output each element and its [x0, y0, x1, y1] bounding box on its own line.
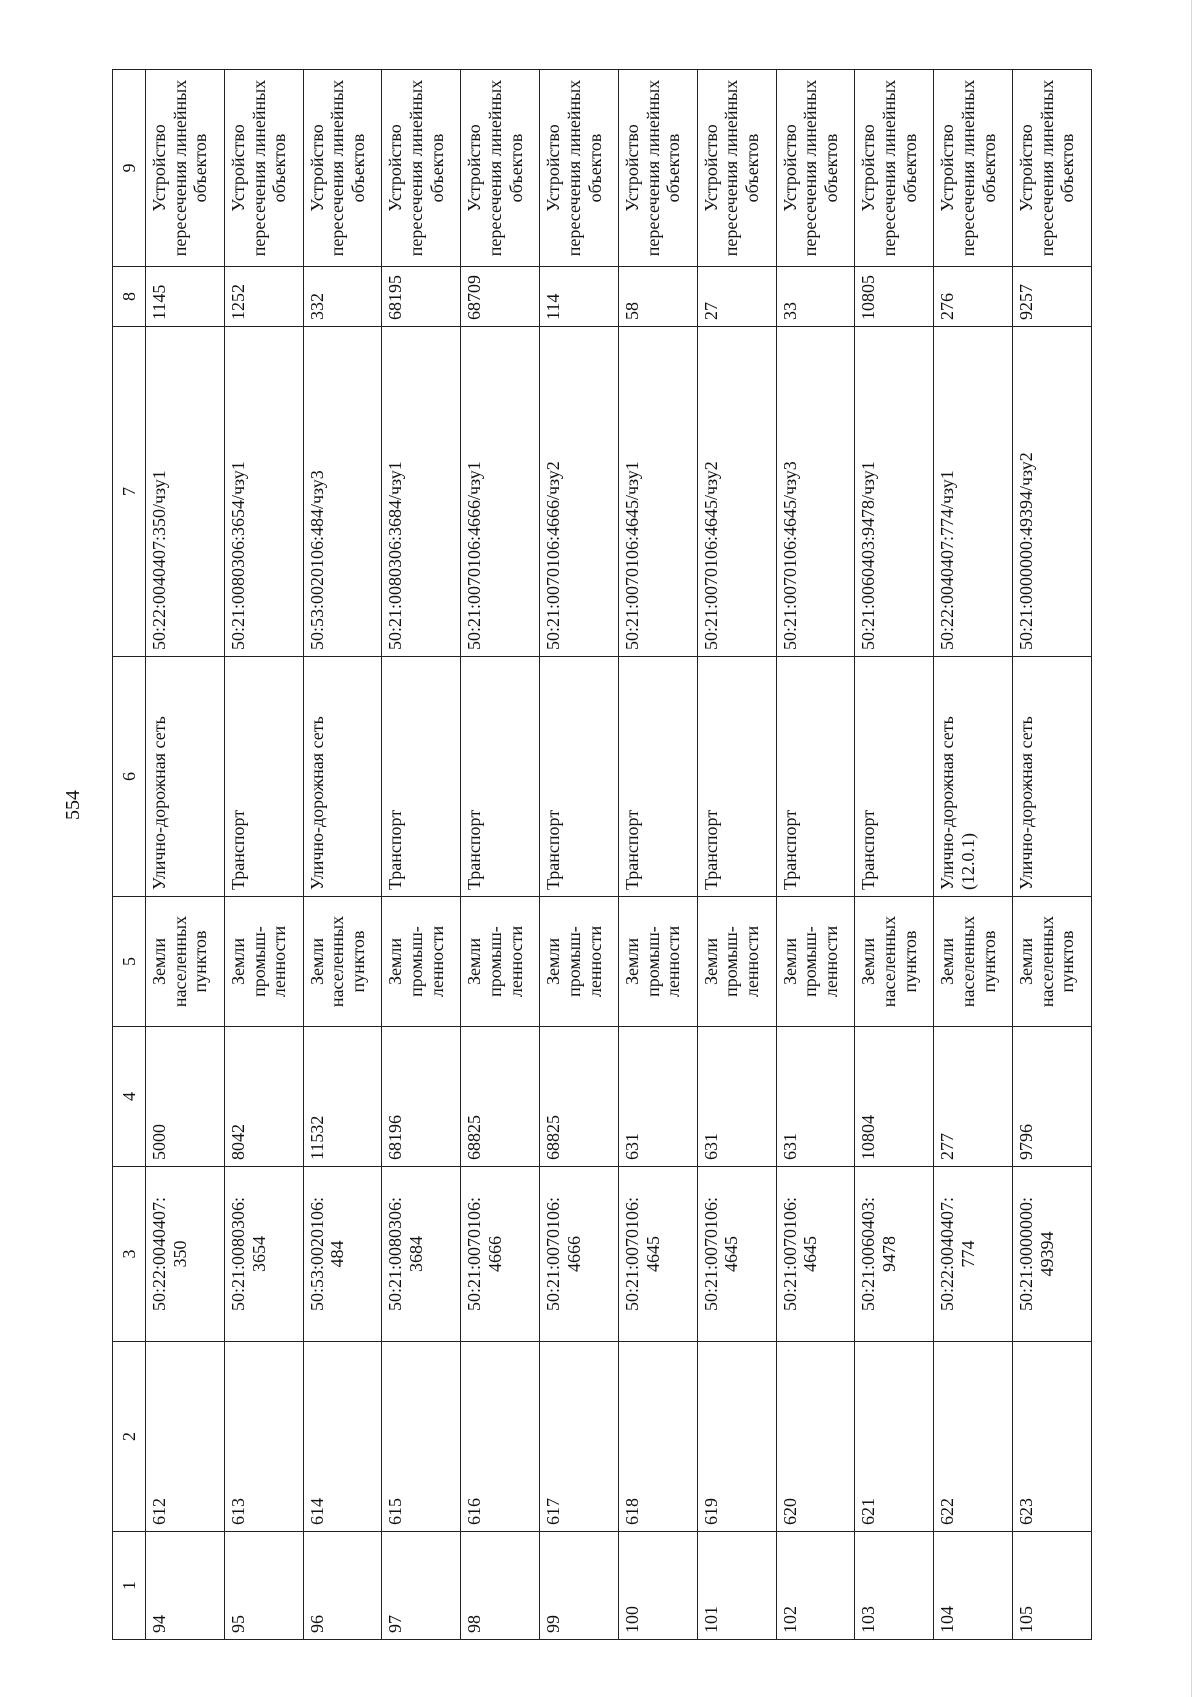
part-area-cell: 27	[697, 267, 776, 327]
part-area-cell: 114	[540, 267, 619, 327]
part-cadastral-number-cell: 50:21:0070106:4666/чзу2	[540, 327, 619, 657]
part-cadastral-number-cell: 50:21:0070106:4645/чзу2	[697, 327, 776, 657]
column-header-6: 6	[113, 657, 146, 897]
purpose-cell: Устройство пересечения линейных объектов	[146, 70, 225, 267]
plot-number-cell: 620	[776, 1342, 855, 1532]
row-number-cell: 101	[697, 1532, 776, 1640]
land-category-cell: Земли промыш-ленности	[618, 897, 697, 1027]
column-header-3: 3	[113, 1167, 146, 1342]
land-category-cell: Земли населенных пунктов	[146, 897, 225, 1027]
table-row	[776, 70, 855, 1640]
land-category-cell: Земли промыш-ленности	[776, 897, 855, 1027]
area-cell: 10804	[855, 1027, 934, 1167]
row-number-cell: 100	[618, 1532, 697, 1640]
cadastral-number-cell: 50:22:0040407: 774	[934, 1167, 1013, 1342]
land-category-cell: Земли населенных пунктов	[934, 897, 1013, 1027]
permitted-use-cell: Транспорт	[461, 657, 540, 897]
area-cell: 631	[776, 1027, 855, 1167]
purpose-cell: Устройство пересечения линейных объектов	[934, 70, 1013, 267]
land-category-cell: Земли населенных пунктов	[303, 897, 382, 1027]
land-category-cell: Земли промыш-ленности	[697, 897, 776, 1027]
plot-number-cell: 621	[855, 1342, 934, 1532]
land-category-cell: Земли промыш-ленности	[461, 897, 540, 1027]
plot-number-cell: 619	[697, 1342, 776, 1532]
part-cadastral-number-cell: 50:21:0080306:3654/чзу1	[224, 327, 303, 657]
purpose-cell: Устройство пересечения линейных объектов	[461, 70, 540, 267]
part-area-cell: 9257	[1013, 267, 1092, 327]
table-row	[303, 70, 382, 1640]
plot-number-cell: 615	[382, 1342, 461, 1532]
cadastral-number-cell: 50:21:0070106: 4645	[618, 1167, 697, 1342]
plot-number-cell: 613	[224, 1342, 303, 1532]
cadastral-number-cell: 50:22:0040407: 350	[146, 1167, 225, 1342]
scan-edge-line	[1191, 0, 1192, 1697]
purpose-cell: Устройство пересечения линейных объектов	[855, 70, 934, 267]
plot-number-cell: 616	[461, 1342, 540, 1532]
row-number-cell: 98	[461, 1532, 540, 1640]
cadastral-number-cell: 50:21:0070106: 4645	[697, 1167, 776, 1342]
purpose-cell: Устройство пересечения линейных объектов	[224, 70, 303, 267]
part-cadastral-number-cell: 50:21:0080306:3684/чзу1	[382, 327, 461, 657]
plot-number-cell: 623	[1013, 1342, 1092, 1532]
row-number-cell: 104	[934, 1532, 1013, 1640]
part-area-cell: 68709	[461, 267, 540, 327]
permitted-use-cell: Улично-дорожная сеть	[1013, 657, 1092, 897]
table-header-row	[113, 70, 146, 1640]
permitted-use-cell: Транспорт	[382, 657, 461, 897]
table-body	[146, 70, 1092, 1640]
permitted-use-cell: Улично-дорожная сеть	[303, 657, 382, 897]
column-header-2: 2	[113, 1342, 146, 1532]
part-cadastral-number-cell: 50:21:0000000:49394/чзу2	[1013, 327, 1092, 657]
part-area-cell: 1252	[224, 267, 303, 327]
cadastral-number-cell: 50:21:0070106: 4645	[776, 1167, 855, 1342]
rotated-table-container	[112, 70, 1092, 1640]
cadastral-number-cell: 50:53:0020106: 484	[303, 1167, 382, 1342]
purpose-cell: Устройство пересечения линейных объектов	[382, 70, 461, 267]
purpose-cell: Устройство пересечения линейных объектов	[776, 70, 855, 267]
permitted-use-cell: Транспорт	[855, 657, 934, 897]
land-category-cell: Земли промыш-ленности	[224, 897, 303, 1027]
part-cadastral-number-cell: 50:21:0070106:4666/чзу1	[461, 327, 540, 657]
page-number: 554	[62, 790, 84, 820]
permitted-use-cell: Транспорт	[776, 657, 855, 897]
permitted-use-cell: Транспорт	[224, 657, 303, 897]
table-row	[382, 70, 461, 1640]
column-header-9: 9	[113, 70, 146, 267]
column-header-8: 8	[113, 267, 146, 327]
plot-number-cell: 618	[618, 1342, 697, 1532]
row-number-cell: 96	[303, 1532, 382, 1640]
part-cadastral-number-cell: 50:21:0070106:4645/чзу3	[776, 327, 855, 657]
column-header-4: 4	[113, 1027, 146, 1167]
table-row	[618, 70, 697, 1640]
row-number-cell: 97	[382, 1532, 461, 1640]
part-area-cell: 276	[934, 267, 1013, 327]
table-row	[697, 70, 776, 1640]
cadastral-number-cell: 50:21:0000000: 49394	[1013, 1167, 1092, 1342]
row-number-cell: 94	[146, 1532, 225, 1640]
row-number-cell: 99	[540, 1532, 619, 1640]
column-header-1: 1	[113, 1532, 146, 1640]
area-cell: 5000	[146, 1027, 225, 1167]
part-area-cell: 332	[303, 267, 382, 327]
purpose-cell: Устройство пересечения линейных объектов	[697, 70, 776, 267]
cadastral-number-cell: 50:21:0080306: 3654	[224, 1167, 303, 1342]
part-area-cell: 33	[776, 267, 855, 327]
plot-number-cell: 617	[540, 1342, 619, 1532]
purpose-cell: Устройство пересечения линейных объектов	[540, 70, 619, 267]
area-cell: 68196	[382, 1027, 461, 1167]
table-row	[146, 70, 225, 1640]
row-number-cell: 103	[855, 1532, 934, 1640]
part-cadastral-number-cell: 50:22:0040407:350/чзу1	[146, 327, 225, 657]
land-category-cell: Земли населенных пунктов	[855, 897, 934, 1027]
area-cell: 631	[697, 1027, 776, 1167]
column-header-5: 5	[113, 897, 146, 1027]
purpose-cell: Устройство пересечения линейных объектов	[303, 70, 382, 267]
row-number-cell: 105	[1013, 1532, 1092, 1640]
table-row	[934, 70, 1013, 1640]
table-row	[461, 70, 540, 1640]
land-category-cell: Земли промыш-ленности	[540, 897, 619, 1027]
permitted-use-cell: Транспорт	[540, 657, 619, 897]
part-area-cell: 1145	[146, 267, 225, 327]
purpose-cell: Устройство пересечения линейных объектов	[618, 70, 697, 267]
cadastral-number-cell: 50:21:0080306: 3684	[382, 1167, 461, 1342]
permitted-use-cell: Транспорт	[618, 657, 697, 897]
purpose-cell: Устройство пересечения линейных объектов	[1013, 70, 1092, 267]
row-number-cell: 102	[776, 1532, 855, 1640]
part-cadastral-number-cell: 50:21:0070106:4645/чзу1	[618, 327, 697, 657]
cadastral-number-cell: 50:21:0070106: 4666	[540, 1167, 619, 1342]
column-header-7: 7	[113, 327, 146, 657]
land-category-cell: Земли промыш-ленности	[382, 897, 461, 1027]
part-cadastral-number-cell: 50:22:0040407:774/чзу1	[934, 327, 1013, 657]
part-area-cell: 58	[618, 267, 697, 327]
plot-number-cell: 612	[146, 1342, 225, 1532]
area-cell: 9796	[1013, 1027, 1092, 1167]
table-row	[1013, 70, 1092, 1640]
area-cell: 277	[934, 1027, 1013, 1167]
area-cell: 11532	[303, 1027, 382, 1167]
part-cadastral-number-cell: 50:53:0020106:484/чзу3	[303, 327, 382, 657]
table-row	[855, 70, 934, 1640]
part-cadastral-number-cell: 50:21:0060403:9478/чзу1	[855, 327, 934, 657]
plot-number-cell: 614	[303, 1342, 382, 1532]
land-plots-table	[112, 69, 1092, 1640]
row-number-cell: 95	[224, 1532, 303, 1640]
area-cell: 631	[618, 1027, 697, 1167]
table-row	[540, 70, 619, 1640]
part-area-cell: 68195	[382, 267, 461, 327]
area-cell: 68825	[540, 1027, 619, 1167]
table-row	[224, 70, 303, 1640]
permitted-use-cell: Улично-дорожная сеть (12.0.1)	[934, 657, 1013, 897]
permitted-use-cell: Улично-дорожная сеть	[146, 657, 225, 897]
part-area-cell: 10805	[855, 267, 934, 327]
plot-number-cell: 622	[934, 1342, 1013, 1532]
land-category-cell: Земли населенных пунктов	[1013, 897, 1092, 1027]
area-cell: 8042	[224, 1027, 303, 1167]
cadastral-number-cell: 50:21:0070106: 4666	[461, 1167, 540, 1342]
area-cell: 68825	[461, 1027, 540, 1167]
permitted-use-cell: Транспорт	[697, 657, 776, 897]
cadastral-number-cell: 50:21:0060403: 9478	[855, 1167, 934, 1342]
